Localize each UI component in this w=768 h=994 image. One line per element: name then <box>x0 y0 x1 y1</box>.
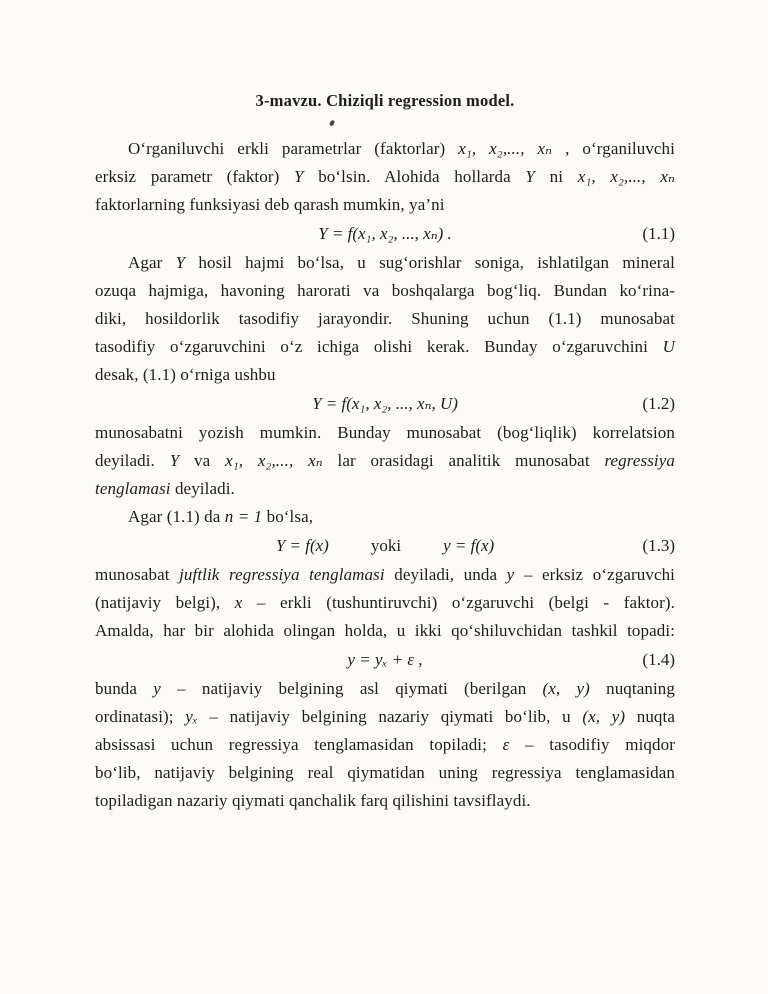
text-line <box>95 135 675 163</box>
text-run: va <box>179 451 226 470</box>
text-run: hosil hajmi bo‘lsa, u sug‘orishlar soniga, ishlatilgan mineral <box>185 253 675 272</box>
text-run: Y = f(x₁, x₂, ..., xₙ, U) <box>312 394 458 413</box>
equation <box>95 220 675 248</box>
text-line <box>95 475 675 503</box>
equation-label: (1.1) <box>642 224 675 243</box>
text-line <box>95 561 675 589</box>
equation <box>95 390 675 418</box>
text-run: O‘rganiluvchi erkli parametrlar (faktorlar) <box>128 139 459 158</box>
text-line <box>95 277 675 305</box>
text-run: y = f(x) <box>443 536 495 555</box>
text-run: Amalda, har bir alohida olingan holda, u ikki qo‘shiluvchidan tashkil topadi: <box>95 621 675 640</box>
text-run: Agar <box>128 253 176 272</box>
text-run: nuqta <box>625 707 675 726</box>
text-run: x₁, x₂,..., xₙ <box>458 139 553 158</box>
text-line <box>95 447 675 475</box>
equation-label: (1.4) <box>642 650 675 669</box>
text-run: ordinatasi); <box>95 707 186 726</box>
text-run: (x, y) <box>582 707 626 726</box>
text-run: – natijaviy belgining nazariy qiymati bo‘lib, u <box>197 707 583 726</box>
formula <box>312 394 458 413</box>
text-run: Y <box>294 167 304 186</box>
text-run: bo‘lib, natijaviy belgining real qiymatidan uning regressiya tenglamasidan <box>95 763 675 782</box>
paragraph <box>95 561 675 645</box>
text-run: y <box>506 565 515 584</box>
text-run: x₁, x₂,..., xₙ <box>577 167 676 186</box>
text-run: regressiya <box>604 451 675 470</box>
text-run: erksiz parametr (faktor) <box>95 167 295 186</box>
text-run: deyiladi, unda <box>384 565 507 584</box>
paragraph <box>95 135 675 219</box>
text-line <box>95 731 675 759</box>
text-run: bo‘lsa, <box>262 507 314 526</box>
text-run: desak, (1.1) o‘rniga ushbu <box>95 365 276 384</box>
ink-speck <box>329 119 335 126</box>
text-run: bo‘lsin. Alohida hollarda <box>303 167 526 186</box>
paragraph <box>95 249 675 389</box>
text-run: Agar (1.1) da <box>128 507 225 526</box>
text-run: topiladigan nazariy qiymati qanchalik farq qilishini tavsiflaydi. <box>95 791 531 810</box>
text-run: – natijaviy belgining asl qiymati (berilgan <box>160 679 543 698</box>
text-run: lar orasidagi analitik munosabat <box>322 451 605 470</box>
text-run: Y = f(x) <box>275 536 329 555</box>
text-run: diki, hosildorlik tasodifiy jarayondir. Shuning uchun (1.1) munosabat <box>95 309 675 328</box>
equation-label: (1.2) <box>642 394 675 413</box>
text-line <box>95 249 675 277</box>
text-line <box>95 163 675 191</box>
text-run: juftlik regressiya tenglamasi <box>179 565 385 584</box>
formula <box>318 224 452 243</box>
text-run: – erkli (tushuntiruvchi) o‘zgaruvchi (belgi - faktor). <box>242 593 676 612</box>
text-run: nuqtaning <box>589 679 675 698</box>
text-run: deyiladi. <box>95 451 170 470</box>
formula <box>347 650 422 669</box>
text-run: Y = f(x₁, x₂, ..., xₙ) . <box>318 224 452 243</box>
text-line <box>95 787 675 815</box>
text-run: munosabat <box>95 565 180 584</box>
text-run: n = 1 <box>224 507 263 526</box>
text-run: x <box>234 593 243 612</box>
text-line <box>95 759 675 787</box>
text-run: ni <box>534 167 578 186</box>
text-run: Y <box>175 253 186 272</box>
text-run: ozuqa hajmiga, havoning harorati va boshqalarga bog‘liq. Bundan ko‘rina- <box>95 281 675 300</box>
text-run: (x, y) <box>542 679 590 698</box>
equation <box>95 532 675 560</box>
text-line <box>95 617 675 645</box>
text-line <box>95 361 675 389</box>
text-run: U <box>662 337 675 356</box>
paragraph <box>95 675 675 815</box>
page-title: 3-mavzu. Chiziqli regression model. <box>255 91 515 110</box>
text-line <box>95 589 675 617</box>
text-run: ε <box>502 735 510 754</box>
equation <box>95 646 675 674</box>
text-line <box>95 305 675 333</box>
text-run: yoki <box>370 536 402 555</box>
paragraph <box>95 419 675 531</box>
equation-label: (1.3) <box>642 536 675 555</box>
text-run: Y <box>525 167 535 186</box>
text-run: munosabatni yozish mumkin. Bunday munosabat (bog‘liqlik) korrelatsion <box>95 423 675 442</box>
text-run: Y <box>169 451 180 470</box>
text-run: yₓ <box>185 707 198 726</box>
formula <box>276 536 494 555</box>
text-run: x₁, x₂,..., xₙ <box>225 451 323 470</box>
text-run: tasodifiy o‘zgaruvchini o‘z ichiga olishi kerak. Bunday o‘zgaruvchini <box>95 337 663 356</box>
text-run: y <box>153 679 161 698</box>
text-line <box>95 703 675 731</box>
text-run: y = yₓ + ε , <box>347 650 423 669</box>
text-line <box>95 333 675 361</box>
text-run: (natijaviy belgi), <box>95 593 235 612</box>
text-run: bunda <box>95 679 154 698</box>
text-run: faktorlarning funksiyasi deb qarash mumkin, ya’ni <box>95 195 445 214</box>
text-run: – tasodifiy miqdor <box>509 735 675 754</box>
text-run: absissasi uchun regressiya tenglamasidan topiladi; <box>95 735 503 754</box>
text-line <box>95 675 675 703</box>
text-line <box>95 503 675 531</box>
text-run: tenglamasi <box>95 479 171 498</box>
text-run: deyiladi. <box>170 479 235 498</box>
text-line <box>95 191 675 219</box>
document-body <box>95 135 675 815</box>
text-run: , o‘rganiluvchi <box>552 139 675 158</box>
text-run: – erksiz o‘zgaruvchi <box>514 565 676 584</box>
text-line <box>95 419 675 447</box>
